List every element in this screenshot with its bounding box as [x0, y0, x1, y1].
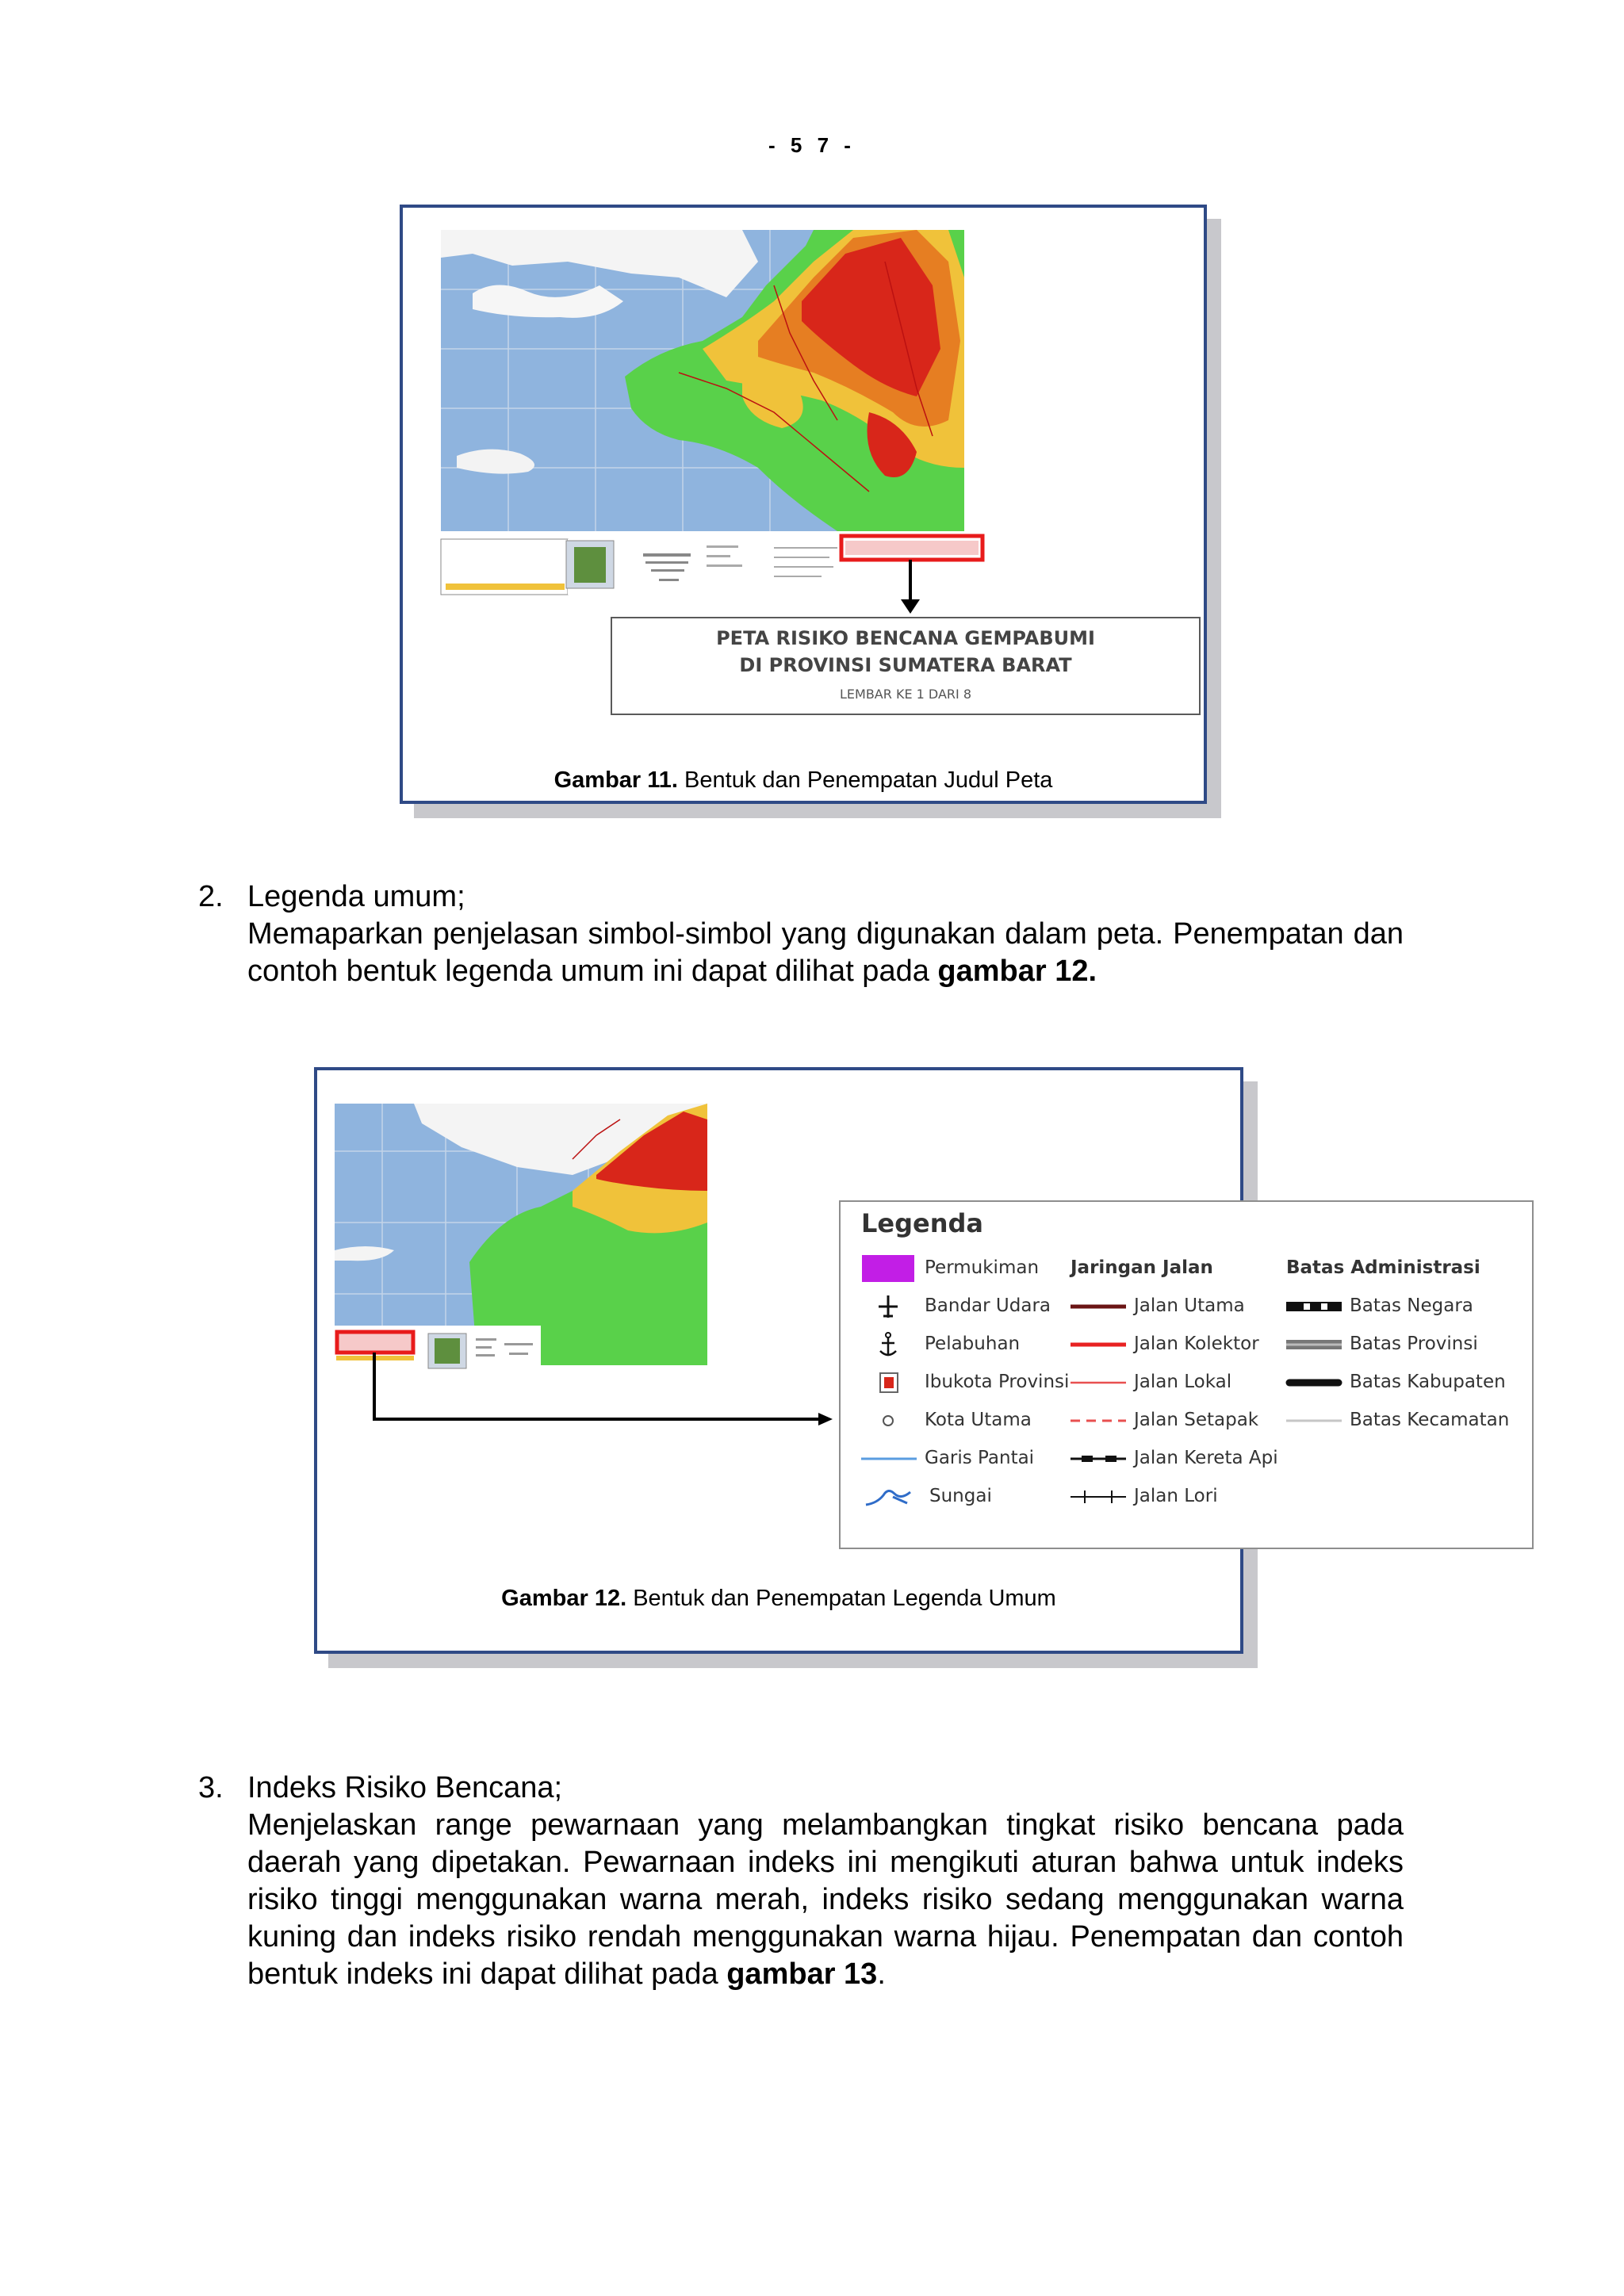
legend-label: Garis Pantai: [925, 1448, 1035, 1468]
legend-label: Jalan Utama: [1134, 1295, 1245, 1316]
legend-heading-batas-administrasi: Batas Administrasi: [1286, 1257, 1480, 1278]
legend-label: Jalan Setapak: [1134, 1410, 1259, 1430]
legend-label: Batas Negara: [1350, 1295, 1473, 1316]
legend-label: Batas Kabupaten: [1350, 1372, 1506, 1392]
legend-label: Jalan Kereta Api: [1134, 1448, 1278, 1468]
main-road-line-icon: [1071, 1291, 1126, 1322]
collector-road-line-icon: [1071, 1329, 1126, 1360]
figure-11: [400, 205, 1207, 804]
figure-11-caption-label: Gambar 11.: [553, 767, 678, 793]
list-body: [247, 1807, 1404, 1993]
list-body-text: Menjelaskan range pewarnaan yang melambangkan tingkat risiko bencana pada daerah yang dipetakan. Pewarnaan indeks ini mengikuti aturan bahwa untuk indeks risiko tinggi menggunakan warna merah, indeks risiko sedang menggunakan warna kuning dan indeks risiko rendah menggunakan warna hijau. Penempatan dan contoh bentuk indeks ini dapat dilihat pada: [247, 1808, 1404, 1991]
list-number: 3.: [198, 1771, 224, 1804]
legend-heading-jaringan-jalan: Jaringan Jalan: [1071, 1257, 1213, 1278]
list-number: 2.: [198, 880, 224, 913]
map-title-block: [611, 617, 1201, 715]
legend-panel: [839, 1200, 1534, 1549]
figure-11-caption: [403, 767, 1204, 794]
local-road-line-icon: [1071, 1367, 1126, 1399]
page-number: - 5 7 -: [768, 133, 856, 157]
figure-reference: gambar 12.: [937, 955, 1097, 988]
footpath-line-icon: [1071, 1405, 1126, 1437]
figure-12-caption-label: Gambar 12.: [501, 1586, 627, 1611]
figure-12-caption: [317, 1586, 1240, 1612]
list-body-end: .: [877, 1957, 886, 1991]
legend-label: Pelabuhan: [925, 1334, 1021, 1354]
legend-title: Legenda: [861, 1208, 983, 1238]
airport-icon: [861, 1291, 917, 1322]
list-body: [247, 916, 1404, 990]
map-title-line1: PETA RISIKO BENCANA GEMPABUMI: [716, 627, 1095, 649]
map-sheet-label: LEMBAR KE 1 DARI 8: [840, 687, 971, 702]
railway-line-icon: [1071, 1443, 1126, 1475]
main-city-icon: [861, 1405, 917, 1437]
figure-12: [314, 1067, 1510, 1654]
list-item-2: [198, 878, 1404, 997]
legend-label: Kota Utama: [925, 1410, 1032, 1430]
legend-label: Permukiman: [925, 1257, 1040, 1278]
legend-label: Bandar Udara: [925, 1295, 1051, 1316]
regency-boundary-line-icon: [1286, 1367, 1342, 1399]
list-item-3: [198, 1770, 1404, 2007]
legend-label: Ibukota Provinsi: [925, 1372, 1070, 1392]
figure-reference: gambar 13: [726, 1957, 878, 1991]
district-boundary-line-icon: [1286, 1405, 1342, 1437]
map-title-line2: DI PROVINSI SUMATERA BARAT: [739, 654, 1072, 676]
figure-12-map: [335, 1104, 1510, 1563]
coastline-line-icon: [861, 1443, 917, 1475]
province-boundary-line-icon: [1286, 1329, 1342, 1360]
country-boundary-line-icon: [1286, 1291, 1342, 1322]
figure-11-map: [441, 230, 1170, 706]
legend-label: Batas Kecamatan: [1350, 1410, 1510, 1430]
legend-label: Sungai: [929, 1486, 992, 1506]
figure-11-caption-text: Bentuk dan Penempatan Judul Peta: [677, 767, 1053, 793]
list-body-text: Memaparkan penjelasan simbol-simbol yang digunakan dalam peta. Penempatan dan contoh bentuk legenda umum ini dapat dilihat pada: [247, 917, 1404, 988]
legend-label: Jalan Lori: [1134, 1486, 1218, 1506]
list-title: Legenda umum;: [247, 880, 465, 913]
settlement-swatch-icon: [861, 1253, 917, 1284]
legend-label: Jalan Lokal: [1134, 1372, 1232, 1392]
legend-highlight: [337, 1332, 413, 1353]
list-title: Indeks Risiko Bencana;: [247, 1771, 563, 1804]
legend-label: Batas Provinsi: [1350, 1334, 1478, 1354]
anchor-icon: [861, 1329, 917, 1360]
legend-label: Jalan Kolektor: [1134, 1334, 1259, 1354]
province-capital-icon: [861, 1367, 917, 1399]
lorry-track-line-icon: [1071, 1481, 1126, 1513]
figure-12-caption-text: Bentuk dan Penempatan Legenda Umum: [626, 1586, 1056, 1611]
river-icon: [861, 1481, 917, 1513]
